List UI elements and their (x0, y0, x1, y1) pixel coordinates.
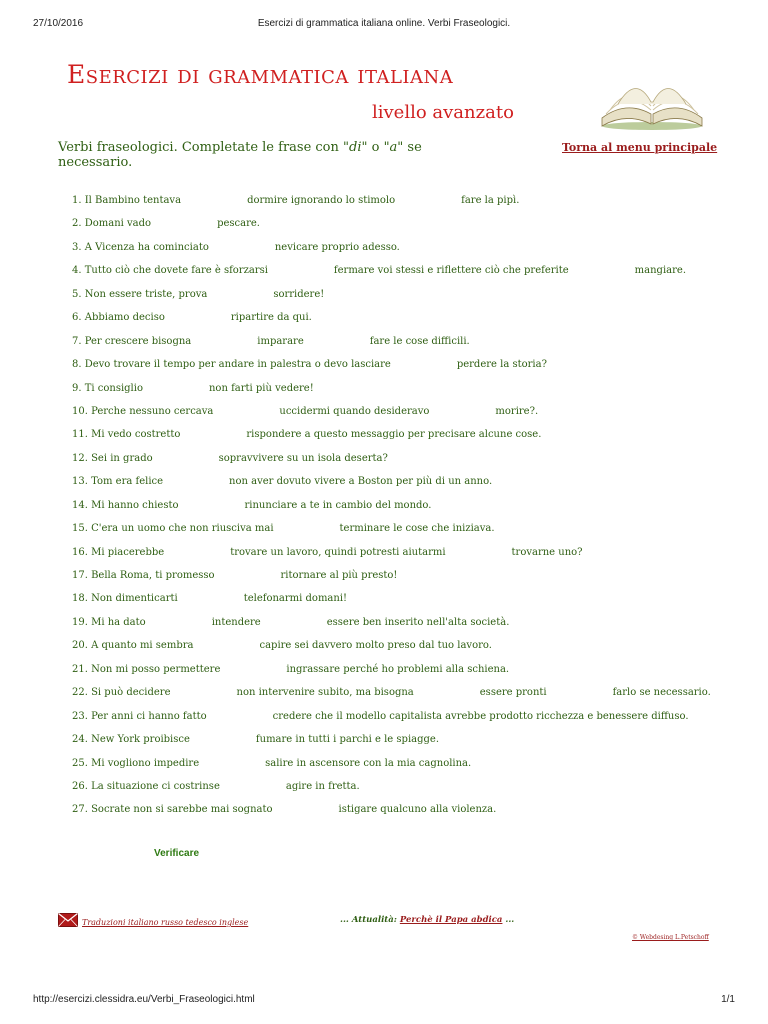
exercise-text: 27. Socrate non si sarebbe mai sognato (72, 804, 273, 816)
exercise-text: capire sei davvero molto preso dal tuo lavoro. (259, 640, 492, 652)
print-header (0, 18, 768, 32)
exercise-text: 22. Si può decidere (72, 687, 171, 699)
exercise-row (72, 590, 752, 613)
exercise-row (72, 684, 752, 707)
exercise-row (72, 708, 752, 731)
exercise-row (72, 192, 752, 215)
exercise-text: 21. Non mi posso permettere (72, 663, 221, 675)
exercise-text: sopravvivere su un isola deserta? (218, 452, 388, 464)
exercise-text: 23. Per anni ci hanno fatto (72, 710, 207, 722)
exercise-row (72, 731, 752, 754)
exercise-text: imparare (257, 335, 304, 347)
exercise-text: sorridere! (273, 288, 325, 300)
exercise-text: essere ben inserito nell'alta società. (326, 616, 510, 628)
exercise-text: mangiare. (634, 265, 686, 277)
exercise-row (72, 356, 752, 379)
news-label: Attualità: (351, 915, 397, 925)
open-book-icon (596, 70, 708, 132)
exercise-text: rinunciare a te in cambio del mondo. (244, 499, 432, 511)
exercise-text: 11. Mi vedo costretto (72, 429, 181, 441)
exercise-row (72, 778, 752, 801)
exercise-row (72, 215, 752, 238)
exercise-text: non intervenire subito, ma bisogna (236, 687, 414, 699)
exercise-text: pescare. (217, 218, 260, 230)
exercise-text: dormire ignorando lo stimolo (247, 195, 396, 206)
print-page-title: Esercizi di grammatica italiana online. Verbi Fraseologici. (257, 18, 511, 29)
exercise-row (72, 614, 752, 637)
exercise-text: fare le cose difficili. (369, 335, 470, 347)
exercise-text: 12. Sei in grado (72, 452, 153, 464)
print-footer (0, 994, 768, 1008)
copyright-link[interactable]: © Webdesing L.Petschoff (632, 934, 709, 941)
exercise-text: uccidermi quando desideravo (279, 405, 430, 417)
back-to-menu-link[interactable]: Torna al menu principale (562, 141, 718, 154)
exercise-text: non aver dovuto vivere a Boston per più di un anno. (229, 476, 493, 488)
exercise-row (72, 239, 752, 262)
envelope-icon[interactable] (58, 913, 78, 927)
exercise-row (72, 286, 752, 309)
exercise-text: 24. New York proibisce (72, 734, 190, 746)
exercise-row (72, 333, 752, 356)
site-subtitle: livello avanzato (372, 102, 514, 123)
print-url: http://esercizi.clessidra.eu/Verbi_Fraseologici.html (33, 994, 255, 1005)
exercise-text: 16. Mi piacerebbe (72, 546, 165, 558)
exercise-text: credere che il modello capitalista avrebbe prodotto ricchezza e benessere diffuso. (272, 710, 689, 722)
exercise-instructions: Verbi fraseologici. Completate le frase con "di" o "a" se necessario. (58, 140, 422, 170)
exercise-text: ingrassare perché ho problemi alla schiena. (286, 663, 510, 675)
exercise-row (72, 473, 752, 496)
exercise-text: istigare qualcuno alla violenza. (338, 804, 497, 816)
exercise-row (72, 403, 752, 426)
exercise-text: non farti più vedere! (208, 382, 314, 394)
exercise-text: ritornare al più presto! (280, 570, 398, 581)
exercise-list (72, 192, 752, 825)
exercise-row (72, 567, 752, 590)
exercise-row (72, 309, 752, 332)
news-line: ... Attualità: Perchè il Papa abdica ... (340, 915, 515, 925)
exercise-row (72, 426, 752, 449)
news-link[interactable]: Perchè il Papa abdica (399, 915, 503, 925)
exercise-text: 20. A quanto mi sembra (72, 640, 194, 652)
exercise-text: morire?. (495, 405, 539, 417)
exercise-row (72, 544, 752, 567)
exercise-text: 13. Tom era felice (72, 476, 164, 488)
exercise-row (72, 637, 752, 660)
exercise-row (72, 380, 752, 403)
exercise-text: fare la pipì. (461, 195, 520, 206)
exercise-text: salire in ascensore con la mia cagnolina. (265, 757, 472, 769)
exercise-text: essere pronti (479, 687, 547, 699)
exercise-text: perdere la storia? (456, 359, 547, 371)
print-date: 27/10/2016 (33, 18, 84, 29)
exercise-text: 10. Perche nessuno cercava (72, 405, 214, 417)
exercise-text: 4. Tutto ciò che dovete fare è sforzarsi (72, 265, 268, 277)
exercise-text: intendere (211, 616, 261, 628)
exercise-text: farlo se necessario. (612, 687, 711, 699)
exercise-text: ripartire da qui. (230, 312, 312, 324)
exercise-row (72, 497, 752, 520)
exercise-row (72, 801, 752, 824)
print-page-number: 1/1 (721, 994, 735, 1005)
exercise-text: 5. Non essere triste, prova (72, 288, 208, 300)
exercise-row (72, 520, 752, 543)
exercise-text: 19. Mi ha dato (72, 616, 146, 628)
exercise-text: agire in fretta. (285, 780, 360, 792)
exercise-text: terminare le cose che iniziava. (339, 523, 495, 535)
exercise-text: 25. Mi vogliono impedire (72, 757, 200, 769)
translations-link[interactable]: Traduzioni italiano russo tedesco inglese (82, 918, 249, 927)
exercise-text: 26. La situazione ci costrinse (72, 780, 220, 792)
site-title: Esercizi di grammatica italiana (67, 60, 454, 89)
exercise-text: trovare un lavoro, quindi potresti aiutarmi (230, 546, 446, 558)
exercise-text: 7. Per crescere bisogna (72, 335, 192, 347)
exercise-row (72, 450, 752, 473)
exercise-row (72, 661, 752, 684)
exercise-text: rispondere a questo messaggio per precisare alcune cose. (246, 429, 542, 441)
exercise-text: 1. Il Bambino tentava (72, 195, 182, 206)
exercise-text: nevicare proprio adesso. (274, 241, 400, 253)
exercise-row (72, 755, 752, 778)
verify-button[interactable]: Verificare (154, 848, 200, 859)
exercise-text: 2. Domani vado (72, 218, 152, 230)
exercise-text: 15. C'era un uomo che non riusciva mai (72, 523, 274, 535)
exercise-text: 18. Non dimenticarti (72, 593, 178, 605)
exercise-text: 17. Bella Roma, ti promesso (72, 570, 215, 581)
exercise-text: 14. Mi hanno chiesto (72, 499, 179, 511)
exercise-text: fumare in tutti i parchi e le spiagge. (255, 734, 439, 746)
exercise-row (72, 262, 752, 285)
exercise-text: 3. A Vicenza ha cominciato (72, 241, 209, 253)
exercise-text: 8. Devo trovare il tempo per andare in palestra o devo lasciare (72, 359, 391, 371)
exercise-text: trovarne uno? (511, 546, 583, 558)
exercise-text: fermare voi stessi e riflettere ciò che preferite (333, 265, 569, 277)
exercise-text: 9. Ti consiglio (72, 382, 143, 394)
exercise-text: telefonarmi domani! (243, 593, 348, 605)
exercise-text: 6. Abbiamo deciso (72, 312, 165, 324)
